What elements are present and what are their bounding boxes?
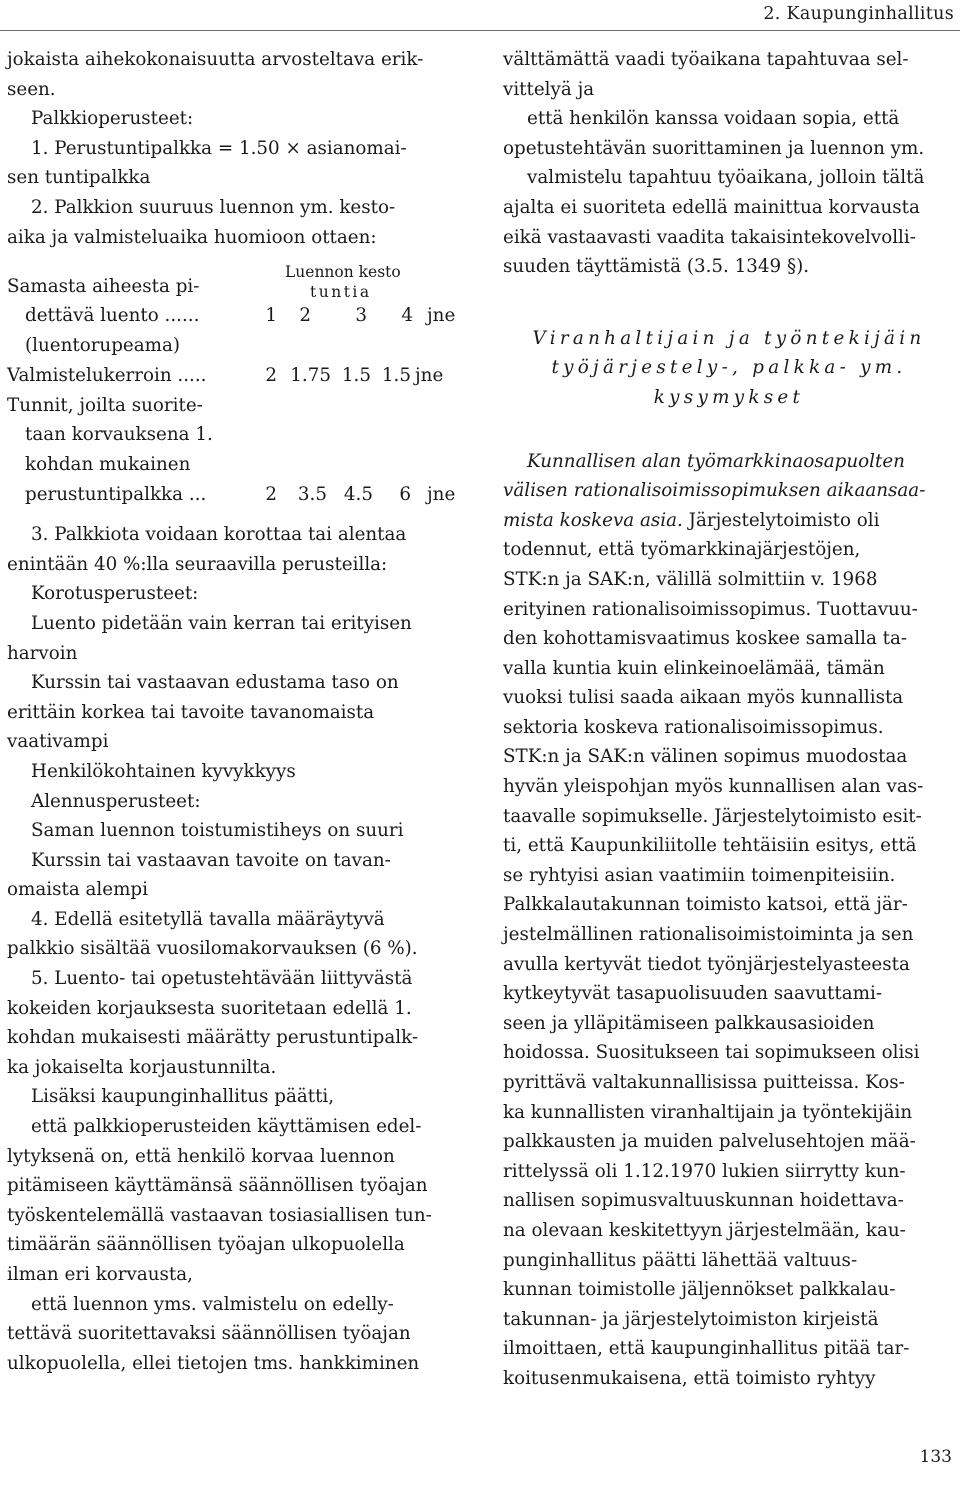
- para-line-13: ti, että Kaupunkiliitolle tehtäisiin esitys, että: [503, 835, 917, 857]
- row3-val-5: jne: [427, 484, 456, 506]
- lisaksi-line: Lisäksi kaupunginhallitus päätti,: [31, 1086, 335, 1108]
- row2-val-1: 2: [265, 365, 277, 387]
- para-line-1: välisen rationalisoimissopimuksen aikaansaa-: [503, 480, 926, 502]
- perusteet-label: Palkkioperusteet:: [31, 108, 194, 130]
- row3-val-4: 6: [399, 484, 411, 506]
- para-line-22: ka kunnallisten viranhaltijain ja työntekijäin: [503, 1101, 913, 1123]
- etta3-line-3: valmistelu tapahtuu työaikana, jolloin tältä: [527, 167, 925, 189]
- para-line-6: den kohottamisvaatimus koskee samalla ta-: [503, 628, 908, 650]
- item5-line-4: ka jokaiselta korjaustunnilta.: [7, 1056, 277, 1078]
- table-head-1: Luennon kesto: [285, 263, 401, 282]
- para-line-16: jestelmällinen rationalisoimistoiminta ja sen: [503, 924, 914, 946]
- row1-label-3: (luentorupeama): [25, 335, 180, 357]
- right-column: [503, 45, 955, 1394]
- para-line-4: STK:n ja SAK:n, välillä solmittiin v. 1968: [503, 568, 878, 590]
- page-header: [0, 0, 960, 31]
- etta3-line-6: suuden täyttämistä (3.5. 1349 §).: [503, 256, 810, 278]
- intro-line-2: seen.: [7, 78, 56, 100]
- section-title: 2. Kaupunginhallitus: [763, 4, 954, 24]
- etta1-line-1: että palkkioperusteiden käyttämisen edel-: [31, 1116, 422, 1138]
- para-line-20: hoidossa. Suositukseen tai sopimukseen olisi: [503, 1042, 920, 1064]
- table-head-2: tuntia: [310, 283, 372, 302]
- row2-label: Valmistelukerroin .....: [7, 365, 207, 387]
- para-first-line: Kunnallisen alan työmarkkinaosapuolten: [527, 450, 905, 472]
- row2-val-4: 1.5: [381, 365, 411, 387]
- etta2-line-2: tettävä suoritettavaksi säännöllisen työajan: [7, 1323, 411, 1345]
- cont-line-2: vittelyä ja: [503, 78, 595, 100]
- korotus-line-4: erittäin korkea tai tavoite tavanomaista: [7, 701, 375, 723]
- etta1-line-2: lytyksenä on, että henkilö korvaa luennon: [7, 1145, 395, 1167]
- heading-line-2: työjärjestely-, palkka- ym.: [551, 357, 907, 379]
- para-line-24: rittelyssä oli 1.12.1970 lukien siirrytty kun-: [503, 1160, 906, 1182]
- row3-label-2: taan korvauksena 1.: [25, 424, 213, 446]
- row1-val-4: 4: [401, 305, 413, 327]
- heading-line-1: Viranhaltijain ja työntekijäin: [532, 327, 926, 349]
- item4-line-1: 4. Edellä esitetyllä tavalla määräytyvä: [31, 908, 385, 930]
- row1-val-5: jne: [427, 305, 456, 327]
- para-line-15: Palkkalautakunnan toimisto katsoi, että jär-: [503, 894, 908, 916]
- alennus-line-1: Saman luennon toistumistiheys on suuri: [31, 820, 404, 842]
- etta3-line-5: eikä vastaavasti vaadita takaisintekovelvolli-: [503, 226, 916, 248]
- etta2-line-1: että luennon yms. valmistelu on edelly-: [31, 1293, 394, 1315]
- intro-line-1: jokaista aihekokonaisuutta arvosteltava erik-: [7, 49, 424, 70]
- row1-val-2: 2: [299, 305, 311, 327]
- korotus-line-5: vaativampi: [7, 731, 109, 753]
- left-column: [7, 45, 464, 1378]
- row1-val-1: 1: [265, 305, 277, 327]
- item5-line-3: kohdan mukaisesti määrätty perustuntipalk-: [7, 1027, 419, 1049]
- row3-val-1: 2: [265, 484, 277, 506]
- etta1-line-3: pitämiseen käyttämänsä säännöllisen työajan: [7, 1175, 428, 1197]
- item3-line-2: enintään 40 %:lla seuraavilla perusteilla:: [7, 553, 388, 575]
- etta3-line-2: opetustehtävän suorittaminen ja luennon ym.: [503, 137, 925, 159]
- row2-val-3: 1.5: [341, 365, 371, 387]
- etta2-line-3: ulkopuolella, ellei tietojen tms. hankkiminen: [7, 1352, 420, 1374]
- etta1-line-6: ilman eri korvausta,: [7, 1264, 193, 1285]
- page-number: 133: [919, 1447, 952, 1467]
- korotus-line-3: Kurssin tai vastaavan edustama taso on: [31, 672, 399, 694]
- row2-val-5: jne: [415, 365, 444, 387]
- item2-line-1: 2. Palkkion suuruus luennon ym. kesto-: [31, 196, 396, 218]
- item4-line-2: palkkio sisältää vuosilomakorvauksen (6 %).: [7, 938, 418, 960]
- item3-line-1: 3. Palkkiota voidaan korottaa tai alentaa: [31, 524, 407, 546]
- para-line-31: koitusenmukaisena, että toimisto ryhtyy: [503, 1367, 876, 1389]
- korotus-line-6: Henkilökohtainen kyvykkyys: [31, 760, 296, 782]
- para-line-26: na olevaan keskitettyyn järjestelmään, kau-: [503, 1219, 906, 1241]
- para-line-17: avulla kertyvät tiedot työnjärjestelyasteesta: [503, 953, 910, 975]
- para-line-30: ilmoittaen, että kaupunginhallitus pitää tar-: [503, 1338, 910, 1360]
- item5-line-1: 5. Luento- tai opetustehtävään liittyvästä: [31, 968, 413, 990]
- korotus-label: Korotusperusteet:: [31, 583, 199, 605]
- row3-label-3: kohdan mukainen: [25, 454, 191, 476]
- section-heading: [503, 324, 955, 413]
- korotus-line-2: harvoin: [7, 642, 78, 664]
- row1-val-3: 3: [355, 305, 367, 327]
- etta1-line-5: timäärän säännöllisen työajan ulkopuolella: [7, 1234, 405, 1256]
- etta1-line-4: työskentelemällä vastaavan tosiasiallisen tun-: [7, 1204, 432, 1226]
- salary-table: [7, 252, 464, 514]
- item1-line-2: sen tuntipalkka: [7, 167, 151, 189]
- para-line-7: valla kuntia kuin elinkeinoelämää, tämän: [503, 657, 885, 679]
- para-line-8: vuoksi tulisi saada aikaan myös kunnallista: [503, 687, 904, 709]
- row1-label-2: dettävä luento ......: [25, 305, 200, 327]
- etta3-line-1: että henkilön kanssa voidaan sopia, että: [527, 108, 900, 130]
- para-line-18: kytkeytyvät tasapuolisuuden saavuttami-: [503, 983, 883, 1005]
- alennus-line-2: Kurssin tai vastaavan tavoite on tavan-: [31, 849, 391, 871]
- heading-line-3: kysymykset: [653, 386, 805, 408]
- para-line-9: sektoria koskeva rationalisoimissopimus.: [503, 716, 884, 738]
- para-line-2: mista koskeva asia. Järjestelytoimisto oli: [503, 509, 880, 531]
- para-line-21: pyrittävä valtakunnallisissa puitteissa. Kos-: [503, 1072, 905, 1093]
- alennus-label: Alennusperusteet:: [31, 790, 201, 812]
- row2-val-2: 1.75: [290, 365, 331, 387]
- korotus-line-1: Luento pidetään vain kerran tai erityisen: [31, 612, 412, 634]
- para-line-29: takunnan- ja järjestelytoimiston kirjeistä: [503, 1308, 879, 1330]
- para-line-19: seen ja ylläpitämiseen palkkausasioiden: [503, 1012, 875, 1034]
- row3-val-2: 3.5: [297, 484, 327, 506]
- item5-line-2: kokeiden korjauksesta suoritetaan edellä 1.: [7, 997, 412, 1019]
- para-line-25: nallisen sopimusvaltuuskunnan hoidettava-: [503, 1190, 904, 1212]
- para-line-23: palkkausten ja muiden palvelusehtojen mää-: [503, 1131, 916, 1153]
- para-line-14: se ryhtyisi asian vaatimiin toimenpiteisiin.: [503, 864, 896, 886]
- para-line-27: punginhallitus päätti lähettää valtuus-: [503, 1249, 858, 1271]
- para-line-12: taavalle sopimukselle. Järjestelytoimisto esit-: [503, 805, 922, 827]
- para-line-28: kunnan toimistolle jäljennökset palkkalau-: [503, 1279, 896, 1301]
- row1-label-1: Samasta aiheesta pi-: [7, 276, 200, 298]
- para-line-11: hyvän yleispohjan myös kunnallisen alan vas-: [503, 776, 924, 798]
- para-line-3: todennut, että työmarkkinajärjestöjen,: [503, 539, 861, 561]
- para-line-5: erityinen rationalisoimissopimus. Tuottavuu-: [503, 598, 918, 620]
- alennus-line-3: omaista alempi: [7, 879, 148, 901]
- etta3-line-4: ajalta ei suoriteta edellä mainittua korvausta: [503, 196, 920, 218]
- para-line-10: STK:n ja SAK:n välinen sopimus muodostaa: [503, 746, 908, 768]
- row3-val-3: 4.5: [343, 484, 373, 506]
- cont-line-1: välttämättä vaadi työaikana tapahtuvaa sel-: [503, 49, 909, 70]
- row3-label-1: Tunnit, joilta suorite-: [7, 395, 203, 417]
- item1-line-1: 1. Perustuntipalkka = 1.50 × asianomai-: [31, 137, 407, 159]
- row3-label-4: perustuntipalkka ...: [25, 484, 207, 506]
- item2-line-2: aika ja valmisteluaika huomioon ottaen:: [7, 226, 377, 248]
